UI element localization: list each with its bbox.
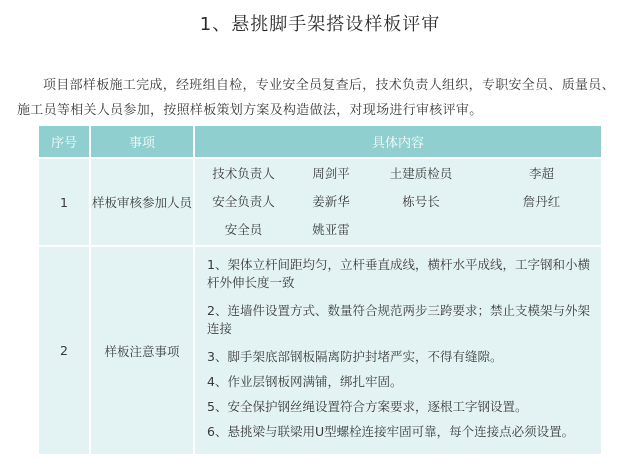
staff-role: 土建质检员 — [389, 166, 453, 181]
staff-person — [471, 216, 612, 244]
row-number: 1 — [38, 158, 90, 246]
notes-cell — [194, 246, 602, 455]
note-item: 5、安全保护钢丝绳设置符合方案要求，逐根工字钢设置。 — [207, 399, 528, 414]
staff-person: 李超 — [528, 166, 554, 181]
table-header-row — [38, 125, 602, 158]
staff-cell — [194, 158, 602, 246]
review-table — [37, 124, 603, 456]
staff-role: 安全员 — [224, 222, 263, 237]
staff-role: 安全负责人 — [212, 194, 275, 209]
staff-role: 技术负责人 — [212, 166, 275, 181]
note-item: 2、连墙件设置方式、数量符合规范两步三跨要求；禁止支模架与外架连接 — [207, 303, 590, 336]
row-item: 样板注意事项 — [90, 246, 194, 455]
note-item: 1、架体立杆间距均匀，立杆垂直成线，横杆水平成线，工字钢和小横杆外伸长度一致 — [207, 257, 590, 290]
table-row — [38, 158, 602, 246]
intro-paragraph: 项目部样板施工完成，经班组自检，专业安全员复查后，技术负责人组织，专职安全员、质量员、施工员等相关人员参加，按照样板策划方案及构造做法，对现场进行审核评审。 — [17, 78, 615, 118]
note-item: 6、悬挑梁与联梁用U型螺栓连接牢固可靠，每个连接点必须设置。 — [207, 424, 575, 439]
staff-role: 栋号长 — [402, 194, 440, 209]
row-number: 2 — [38, 246, 90, 455]
note-item: 4、作业层钢板网满铺，绑扎牢固。 — [207, 374, 403, 389]
staff-person: 詹丹红 — [522, 194, 561, 209]
table-row — [38, 246, 602, 455]
note-item: 3、脚手架底部钢板隔离防护封堵严实，不得有缝隙。 — [207, 349, 503, 364]
row-item: 样板审核参加人员 — [90, 158, 194, 246]
staff-grid — [196, 160, 600, 244]
staff-person: 周剑平 — [312, 166, 350, 181]
section-title: 1、悬挑脚手架搭设样板评审 — [199, 14, 441, 35]
header-item: 事项 — [90, 125, 194, 158]
staff-person: 姚亚雷 — [312, 222, 350, 237]
staff-person: 姜新华 — [312, 194, 350, 209]
header-content: 具体内容 — [194, 125, 602, 158]
staff-role — [371, 216, 471, 244]
header-seq: 序号 — [38, 125, 90, 158]
